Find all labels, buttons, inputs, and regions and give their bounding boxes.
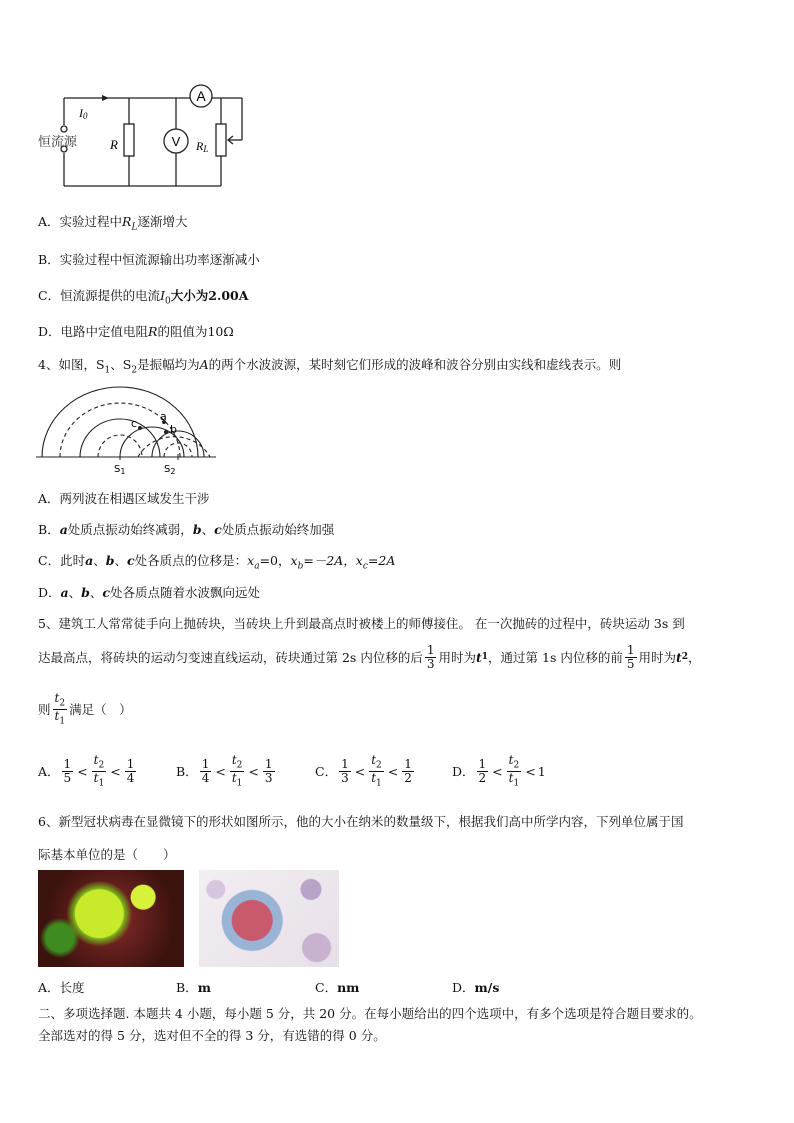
source-label: 恒流源 [38,135,78,150]
resistor-label: R [110,137,118,152]
voltmeter-label: V [171,134,181,149]
point-c-label: c [131,417,138,430]
q5-stem-line1: 5、建筑工人常常徒手向上抛砖块，当砖块上升到最高点时被楼上的师傅接住。 在一次抛砖的过程中，砖块运动 3s 到 [38,616,685,631]
q3-option-a[interactable]: A．实验过程中$R_L$逐渐增大 [38,214,188,233]
q5-option-c[interactable]: C． $\frac{1}{3}$ < $\frac{t_2}{t_1}$ < $\frac{1}{2}$ [315,753,412,789]
q5-option-d[interactable]: D． $\frac{1}{2}$ < $\frac{t_2}{t_1}$ < 1 [452,753,546,789]
q4-stem: 4、如图，$S_1$、$S_2$是振幅均为A的两个水波波源，某时刻它们形成的波峰和波谷分别由实线和虚线表示。则 [38,357,622,376]
q5-stem-line3: 则 $\frac{t_2}{t_1}$ 满足（ ） [38,691,132,727]
q3-option-b[interactable]: B．实验过程中恒流源输出功率逐渐减小 [38,252,260,267]
q6-option-b[interactable]: B．m [176,980,211,995]
point-a-label: a [160,410,167,423]
wave-interference-figure [36,382,216,474]
rheostat-label: RL [196,139,209,154]
q6-option-d[interactable]: D．m/s [452,980,500,995]
q5-option-b[interactable]: B． $\frac{1}{4}$ < $\frac{t_2}{t_1}$ < $\frac{1}{3}$ [176,753,273,789]
q6-option-c[interactable]: C．nm [315,980,360,995]
section2-heading-line2: 全部选对的得 5 分，选对但不全的得 3 分，有选错的得 0 分。 [38,1028,386,1043]
ammeter-label: A [196,88,206,104]
q4-option-c[interactable]: C．此时a、b、c处各质点的位移是：$x_a=0$，$x_b=-2A$，$x_c=2A$ [38,553,396,572]
circuit-diagram [30,80,260,195]
q4-option-d[interactable]: D．a、b、c处各质点随着水波飘向远处 [38,585,261,600]
q4-option-a[interactable]: A．两列波在相遇区域发生干涉 [38,491,210,506]
current-label: I0 [79,106,88,121]
point-b-label: b [170,423,177,436]
q3-option-c[interactable]: C．恒流源提供的电流$I_0$大小为2.00A [38,288,249,307]
q6-option-a[interactable]: A．长度 [38,980,85,995]
section2-heading-line1: 二、多项选择题. 本题共 4 小题，每小题 5 分，共 20 分。在每小题给出的四个选项中，有多个选项是符合题目要求的。 [38,1006,702,1021]
virus-image-green [38,870,184,967]
virus-image-pink [199,870,339,967]
q4-option-b[interactable]: B．a处质点振动始终减弱，b、c处质点振动始终加强 [38,522,335,537]
q3-option-d[interactable]: D．电路中定值电阻R的阻值为10Ω [38,324,234,339]
q5-stem-line2: 达最高点，将砖块的运动匀变速直线运动，砖块通过第 2s 内位移的后 $\frac{1}{3}$ 用时为 t 1 ，通过第 1s 内位移的前 $\frac{1}{5}$ 用时为 t 2 ， [38,643,701,671]
source-s1-label: $S_1$ [114,464,126,474]
q5-option-a[interactable]: A． $\frac{1}{5}$ < $\frac{t_2}{t_1}$ < $\frac{1}{4}$ [38,753,135,789]
source-s2-label: $S_2$ [164,464,176,474]
q6-stem-line2: 际基本单位的是（ ） [38,847,176,862]
q6-stem-line1: 6、新型冠状病毒在显微镜下的形状如图所示，他的大小在纳米的数量级下，根据我们高中所学内容，下列单位属于国 [38,814,684,829]
